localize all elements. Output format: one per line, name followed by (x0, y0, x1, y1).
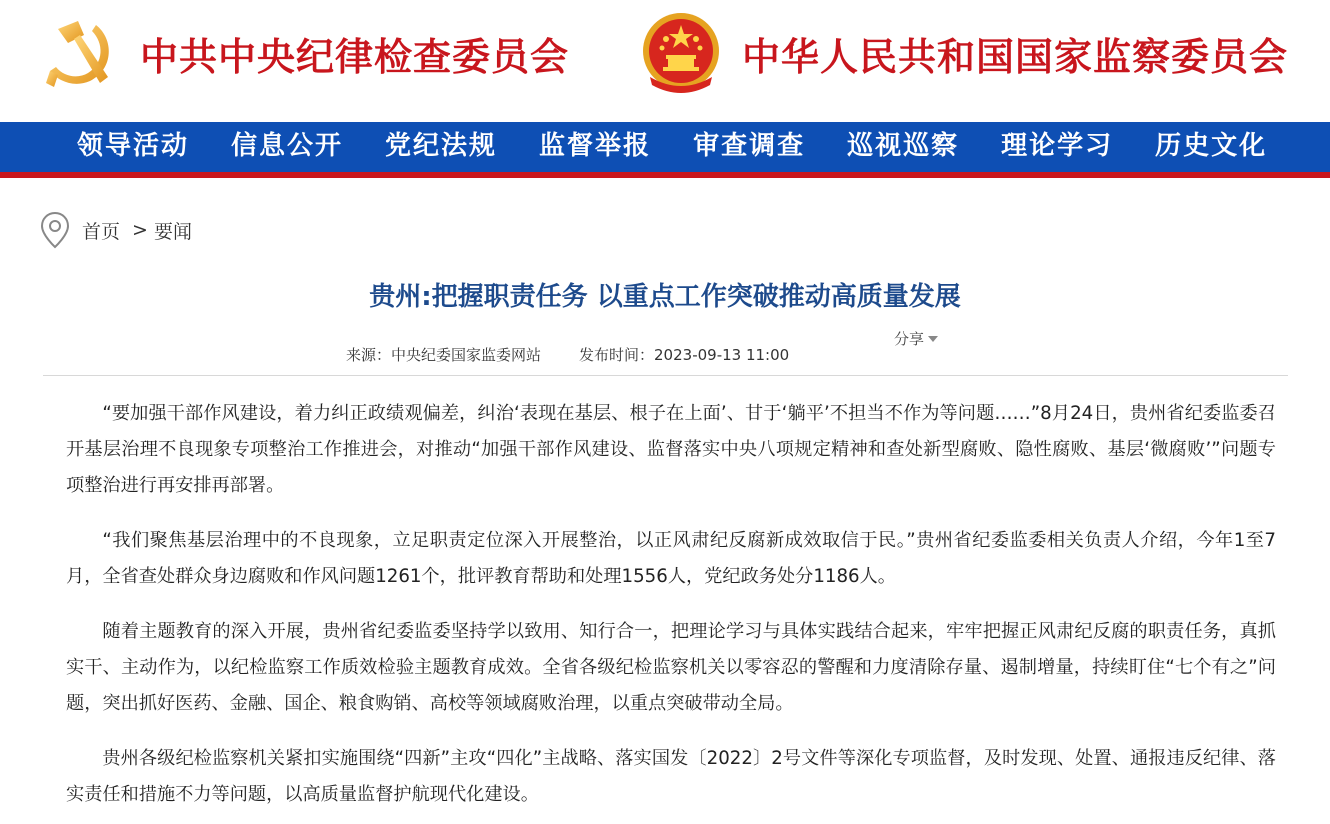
chevron-down-icon (928, 336, 938, 342)
breadcrumb-separator: > (132, 219, 148, 241)
article-published-time: 发布时间：2023-09-13 11:00 (579, 346, 790, 364)
nsc-brand[interactable] (640, 10, 1288, 96)
nav-item-leadership[interactable]: 领导活动 (77, 131, 190, 161)
breadcrumb-current-link[interactable]: 要闻 (153, 220, 192, 243)
nav-item-report[interactable]: 监督举报 (539, 131, 652, 161)
article-paragraph: 贵州各级纪检监察机关紧扣实施围绕“四新”主攻“四化”主战略、落实国发〔2022〕2号文件等深化专项监督，及时发现、处置、通报违反纪律、落实责任和措施不力等问题，以高质量监督护航现代化建设。 (66, 748, 1276, 805)
ccdi-brand[interactable] (44, 12, 569, 94)
party-emblem-icon (44, 15, 118, 91)
nav-item-investigation[interactable]: 审查调查 (693, 131, 806, 161)
ccdi-title: 中共中央纪律检查委员会 (140, 33, 570, 79)
nav-item-disclosure[interactable]: 信息公开 (231, 131, 344, 161)
breadcrumb (40, 210, 192, 250)
nav-item-history[interactable]: 历史文化 (1155, 131, 1268, 161)
national-emblem-icon (640, 11, 722, 95)
nav-item-theory[interactable]: 理论学习 (1001, 131, 1114, 161)
article-title: 贵州:把握职责任务 以重点工作突破推动高质量发展 (369, 282, 961, 312)
nav-list (56, 122, 1288, 172)
article-paragraph: “我们聚焦基层治理中的不良现象，立足职责定位深入开展整治，以正风肃纪反腐新成效取信于民。”贵州省纪委监委相关负责人介绍，今年1至7月，全省查处群众身边腐败和作风问题1261个，批评教育帮助和处理1556人，党纪政务处分1186人。 (66, 530, 1276, 587)
divider (43, 375, 1288, 376)
main-nav (0, 122, 1330, 172)
article-paragraph: “要加强干部作风建设，着力纠正政绩观偏差，纠治‘表现在基层、根子在上面’、甘于‘躺平’不担当不作为等问题……”8月24日，贵州省纪委监委召开基层治理不良现象专项整治工作推进会，对推动“加强干部作风建设、监督落实中央八项规定精神和查处新型腐败、隐性腐败、基层‘微腐败’”问题专项整治进行再安排再部署。 (66, 403, 1276, 496)
nsc-title: 中华人民共和国国家监察委员会 (742, 33, 1289, 79)
site-header (0, 0, 1330, 122)
article-paragraph: 随着主题教育的深入开展，贵州省纪委监委坚持学以致用、知行合一，把理论学习与具体实践结合起来，牢牢把握正风肃纪反腐的职责任务，真抓实干、主动作为，以纪检监察工作质效检验主题教育成效。全省各级纪检监察机关以零容忍的警醒和力度清除存量、遏制增量，持续盯住“七个有之”问题，突出抓好医药、金融、国企、粮食购销、高校等领域腐败治理，以重点突破带动全局。 (66, 621, 1276, 714)
article-body (66, 396, 1276, 824)
location-pin-icon (40, 211, 70, 249)
nav-red-stripe (0, 172, 1330, 178)
article-meta (346, 344, 789, 365)
nav-item-inspection[interactable]: 巡视巡察 (847, 131, 960, 161)
breadcrumb-home-link[interactable]: 首页 (82, 220, 121, 243)
share-button[interactable] (894, 328, 938, 349)
nav-item-regulations[interactable]: 党纪法规 (385, 131, 498, 161)
article-source: 来源：中央纪委国家监委网站 (346, 346, 542, 364)
share-label: 分享 (894, 330, 925, 348)
